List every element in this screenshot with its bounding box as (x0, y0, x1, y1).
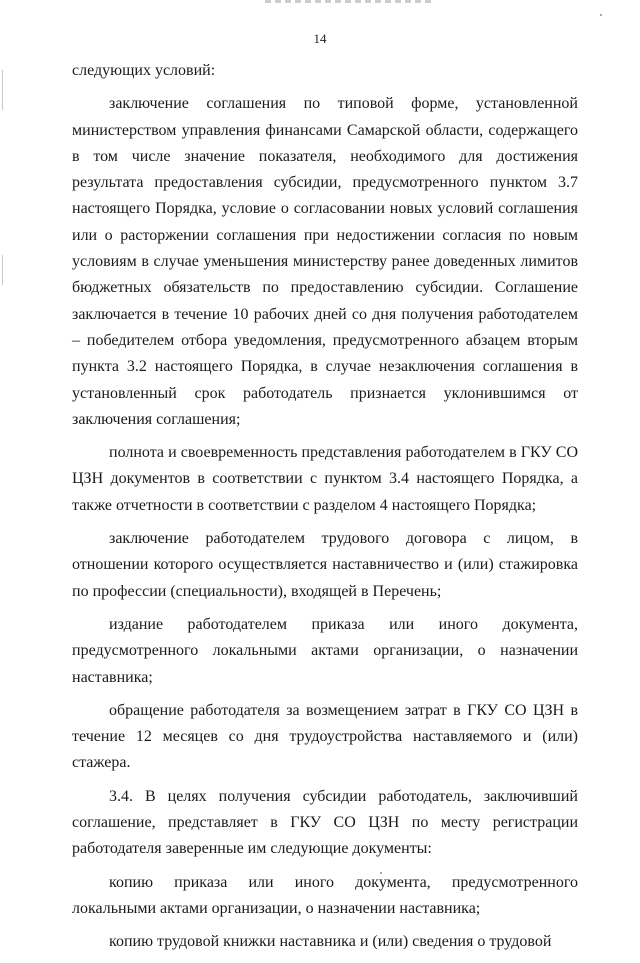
paragraph: издание работодателем приказа или иного документа, предусмотренного локальными актами организации, о назначении наставника; (72, 615, 578, 686)
scan-artifact-top (265, 0, 435, 3)
paragraph: обращение работодателя за возмещением затрат в ГКУ СО ЦЗН в течение 12 месяцев со дня трудоустройства наставляемого и (или) стажера. (72, 701, 578, 772)
paragraph: полнота и своевременность представления работодателем в ГКУ СО ЦЗН документов в соответствии с пунктом 3.4 настоящего Порядка, а также отчетности в соответствии с разделом 4 настоящего Порядка; (72, 444, 578, 514)
document-body (72, 58, 578, 963)
paragraph: следующих условий: (72, 62, 216, 79)
scan-margin-mark (2, 255, 3, 285)
paragraph: копию приказа или иного документа, предусмотренного локальными актами организации, о назначении наставника; (72, 873, 578, 917)
paragraph: копию трудовой книжки наставника и (или) сведения о трудовой (109, 933, 552, 951)
scan-margin-mark (2, 70, 3, 110)
paragraph: 3.4. В целях получения субсидии работодатель, заключивший соглашение, представляет в ГКУ СО ЦЗН по месту регистрации работодателя заверенные им следующие документы: (72, 787, 578, 858)
scan-speck (600, 14, 602, 16)
page-number: 14 (313, 31, 327, 46)
paragraph: заключение соглашения по типовой форме, установленной министерством управления финансами Самарской области, содержащего в том числе значение показателя, необходимого для достижения результата предоставления субсидии, предусмотренного пунктом 3.7 настоящего Порядка, условие о согласовании новых условий соглашения или о расторжении соглашения при недостижении согласия по новым условиям в случае уменьшения министерству ранее доведенных лимитов бюджетных обязательств по предоставлению субсидии. Соглашение заключается в течение 10 рабочих дней со дня получения работодателем – победителем отбора уведомления, предусмотренного абзацем вторым пункта 3.2 настоящего Порядка, в случае незаключения соглашения в установленный срок работодатель признается уклонившимся от заключения соглашения; (72, 95, 578, 428)
paragraph: заключение работодателем трудового договора с лицом, в отношении которого осуществляется наставничество и (или) стажировка по профессии (специальности), входящей в Перечень; (72, 530, 578, 600)
